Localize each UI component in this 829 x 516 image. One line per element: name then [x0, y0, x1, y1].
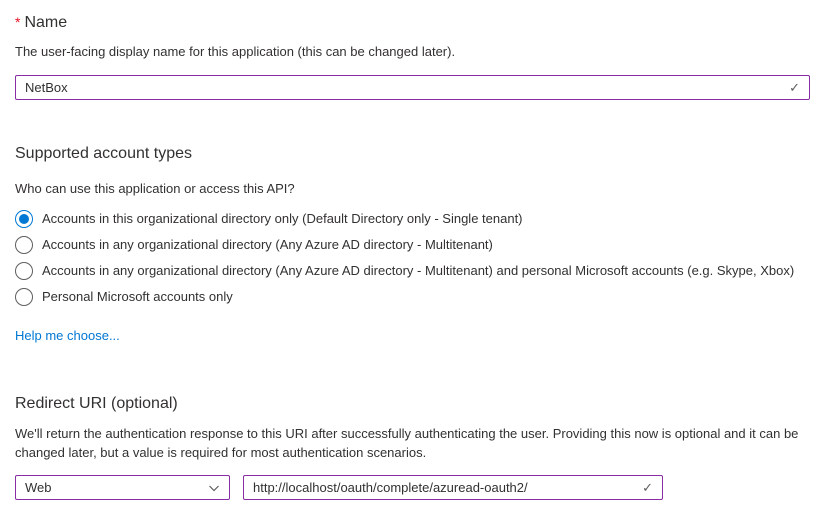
radio-button-icon[interactable] [15, 210, 33, 228]
name-input-field[interactable] [15, 75, 810, 100]
name-label: Name [24, 14, 68, 31]
radio-option-label: Accounts in any organizational directory (Any Azure AD directory - Multitenant) and personal Microsoft accounts (e.g. Skype, Xbox) [42, 263, 795, 278]
radio-option-label: Personal Microsoft accounts only [42, 289, 233, 304]
radio-option-personal-only[interactable] [15, 284, 810, 310]
account-types-radio-group [15, 206, 810, 310]
app-registration-form [15, 12, 810, 500]
radio-option-multitenant[interactable] [15, 232, 810, 258]
redirect-uri-row [15, 475, 810, 500]
account-types-question: Who can use this application or access this API? [15, 181, 295, 196]
redirect-uri-heading: Redirect URI (optional) [15, 395, 178, 412]
name-description: The user-facing display name for this application (this can be changed later). [15, 44, 456, 59]
required-asterisk: * [15, 14, 21, 30]
radio-option-label: Accounts in this organizational directory only (Default Directory only - Single tenant) [42, 211, 523, 226]
check-icon: ✓ [642, 480, 653, 495]
radio-option-label: Accounts in any organizational directory (Any Azure AD directory - Multitenant) [42, 237, 493, 252]
radio-option-multitenant-personal[interactable] [15, 258, 810, 284]
account-types-heading: Supported account types [15, 145, 193, 162]
redirect-uri-input[interactable] [253, 480, 642, 495]
name-section-heading [15, 12, 810, 33]
radio-option-single-tenant[interactable] [15, 206, 810, 232]
redirect-uri-input-field[interactable] [243, 475, 663, 500]
check-icon: ✓ [789, 80, 800, 95]
help-me-choose-link[interactable]: Help me choose... [15, 328, 120, 343]
radio-button-icon[interactable] [15, 236, 33, 254]
radio-button-icon[interactable] [15, 262, 33, 280]
redirect-uri-description: We'll return the authentication response to this URI after successfully authenticating the user. Providing this now is optional and it can be changed later, but a value is required for most authentication scenarios. [15, 426, 799, 460]
platform-select-value: Web [25, 480, 52, 495]
platform-select-dropdown[interactable] [15, 475, 230, 500]
radio-button-icon[interactable] [15, 288, 33, 306]
chevron-down-icon [208, 482, 220, 494]
name-input[interactable] [25, 80, 789, 95]
